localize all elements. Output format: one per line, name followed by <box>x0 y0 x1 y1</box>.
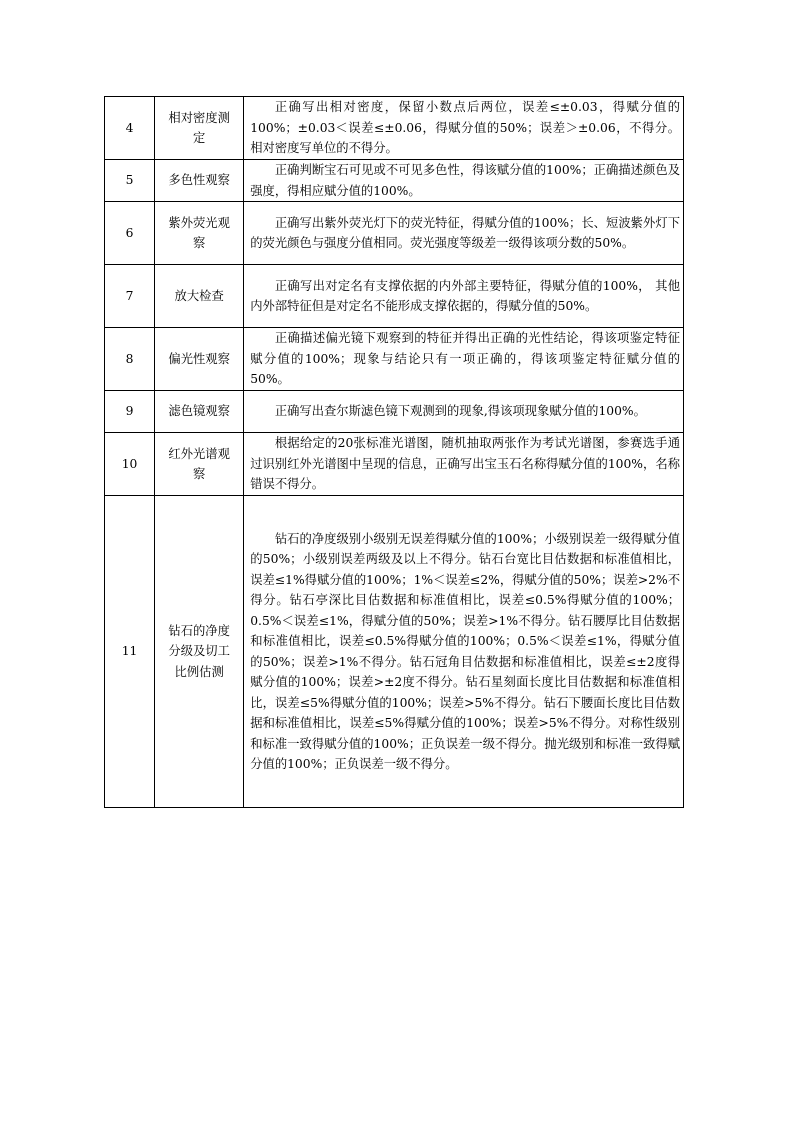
table-row <box>105 433 684 496</box>
table-row <box>105 97 684 160</box>
scoring-description: 正确描述偏光镜下观察到的特征并得出正确的光性结论，得该项鉴定特征赋分值的100%；现象与结论只有一项正确的，得该项鉴定特征赋分值的50%。 <box>244 328 684 391</box>
test-item: 红外光谱观察 <box>155 433 244 496</box>
row-number: 6 <box>105 202 155 265</box>
table-row <box>105 202 684 265</box>
row-number: 4 <box>105 97 155 160</box>
table-row <box>105 328 684 391</box>
scoring-description: 正确写出相对密度，保留小数点后两位，误差≤±0.03，得赋分值的100%；±0.03＜误差≤±0.06，得赋分值的50%；误差＞±0.06，不得分。相对密度写单位的不得分。 <box>244 97 684 160</box>
table-row <box>105 496 684 808</box>
row-number: 5 <box>105 160 155 202</box>
table-row <box>105 265 684 328</box>
test-item: 滤色镜观察 <box>155 391 244 433</box>
test-item: 多色性观察 <box>155 160 244 202</box>
test-item: 相对密度测定 <box>155 97 244 160</box>
scoring-description: 正确写出查尔斯滤色镜下观测到的现象,得该项现象赋分值的100%。 <box>244 391 684 433</box>
table-row <box>105 160 684 202</box>
test-item: 放大检查 <box>155 265 244 328</box>
table-row <box>105 391 684 433</box>
test-item: 偏光性观察 <box>155 328 244 391</box>
row-number: 9 <box>105 391 155 433</box>
row-number: 7 <box>105 265 155 328</box>
test-item: 紫外荧光观察 <box>155 202 244 265</box>
scoring-description: 钻石的净度级别小级别无误差得赋分值的100%；小级别误差一级得赋分值的50%；小级别误差两级及以上不得分。钻石台宽比目估数据和标准值相比，误差≤1%得赋分值的100%；1%＜误差≤2%，得赋分值的50%；误差>2%不得分。钻石亭深比目估数据和标准值相比，误差≤0.5%得赋分值的100%；0.5%＜误差≤1%，得赋分值的50%；误差>1%不得分。钻石腰厚比目估数据和标准值相比，误差≤0.5%得赋分值的100%；0.5%＜误差≤1%，得赋分值的50%；误差>1%不得分。钻石冠角目估数据和标准值相比，误差≤±2度得赋分值的100%；误差>±2度不得分。钻石星刻面长度比目估数据和标准值相比，误差≤5%得赋分值的100%；误差>5%不得分。钻石下腰面长度比目估数据和标准值相比，误差≤5%得赋分值的100%；误差>5%不得分。对称性级别和标准一致得赋分值的100%；正负误差一级不得分。抛光级别和标准一致得赋分值的100%；正负误差一级不得分。 <box>244 496 684 808</box>
row-number: 10 <box>105 433 155 496</box>
row-number: 8 <box>105 328 155 391</box>
row-number: 11 <box>105 496 155 808</box>
scoring-description: 正确判断宝石可见或不可见多色性，得该赋分值的100%；正确描述颜色及强度，得相应赋分值的100%。 <box>244 160 684 202</box>
scoring-description: 正确写出对定名有支撑依据的内外部主要特征，得赋分值的100%， 其他内外部特征但是对定名不能形成支撑依据的，得赋分值的50%。 <box>244 265 684 328</box>
scoring-description: 正确写出紫外荧光灯下的荧光特征，得赋分值的100%；长、短波紫外灯下的荧光颜色与强度分值相同。荧光强度等级差一级得该项分数的50%。 <box>244 202 684 265</box>
scoring-description: 根据给定的20张标准光谱图，随机抽取两张作为考试光谱图，参赛选手通过识别红外光谱图中呈现的信息，正确写出宝玉石名称得赋分值的100%，名称错误不得分。 <box>244 433 684 496</box>
scoring-criteria-table <box>104 96 684 808</box>
test-item: 钻石的净度分级及切工比例估测 <box>155 496 244 808</box>
